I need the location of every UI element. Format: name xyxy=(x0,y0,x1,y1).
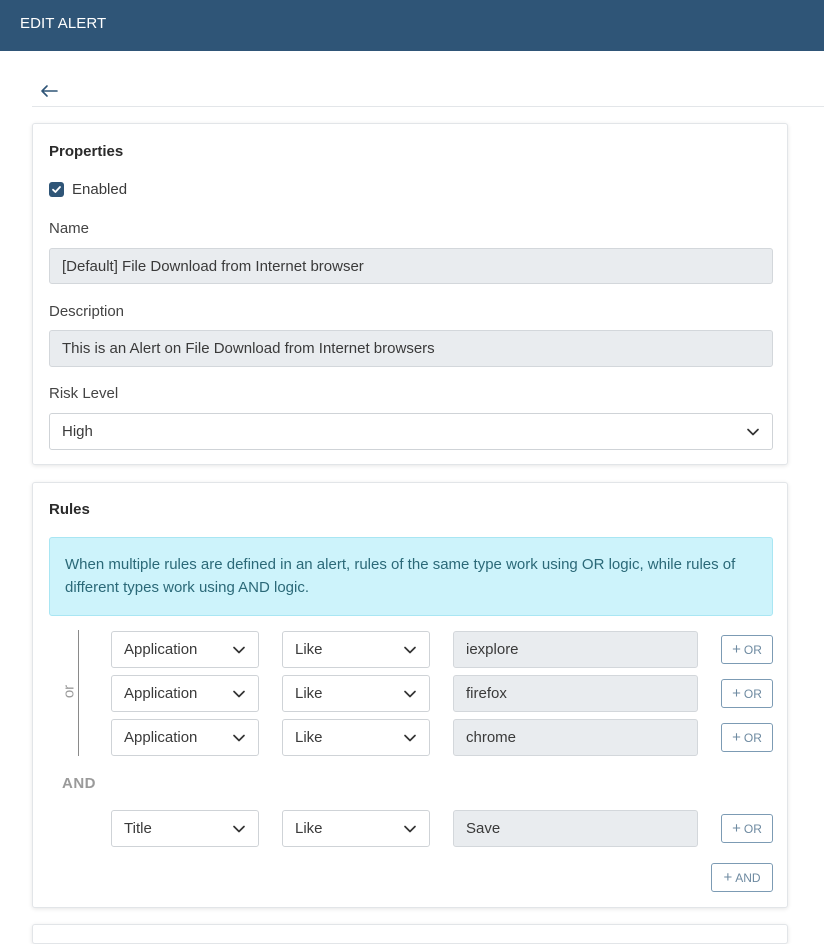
name-value: [Default] File Download from Internet browser xyxy=(62,257,364,275)
rule-value-input[interactable] xyxy=(453,631,698,668)
name-label: Name xyxy=(49,220,90,237)
enabled-label: Enabled xyxy=(72,181,128,198)
rule-field-value: Application xyxy=(124,641,198,658)
plus-icon: + xyxy=(732,728,741,746)
plus-icon: + xyxy=(732,640,741,658)
risk-level-select[interactable] xyxy=(49,413,773,450)
add-or-label: OR xyxy=(743,642,762,657)
divider xyxy=(32,106,824,107)
add-or-label: OR xyxy=(743,730,762,745)
rules-card xyxy=(32,482,788,908)
chevron-down-icon xyxy=(403,824,417,834)
rule-operator-select[interactable] xyxy=(282,719,430,756)
plus-icon: + xyxy=(732,819,741,837)
chevron-down-icon xyxy=(403,645,417,655)
enabled-checkbox[interactable] xyxy=(49,182,64,197)
add-or-button[interactable] xyxy=(721,679,773,708)
add-or-button[interactable] xyxy=(721,635,773,664)
chevron-down-icon xyxy=(403,689,417,699)
add-or-button[interactable] xyxy=(721,723,773,752)
rule-value-text: iexplore xyxy=(466,641,519,658)
rule-operator-value: Like xyxy=(295,685,323,702)
add-and-label: AND xyxy=(735,870,761,885)
page-title: EDIT ALERT xyxy=(20,15,107,32)
rule-field-select[interactable] xyxy=(111,810,259,847)
name-field[interactable] xyxy=(49,248,773,284)
rule-operator-select[interactable] xyxy=(282,810,430,847)
rule-field-select[interactable] xyxy=(111,675,259,712)
plus-icon: + xyxy=(732,684,741,702)
rule-field-select[interactable] xyxy=(111,631,259,668)
add-and-button[interactable] xyxy=(711,863,773,892)
chevron-down-icon xyxy=(232,645,246,655)
rule-operator-value: Like xyxy=(295,641,323,658)
arrow-left-icon xyxy=(38,80,60,102)
rule-field-value: Application xyxy=(124,685,198,702)
rule-value-text: Save xyxy=(466,820,501,837)
rule-value-input[interactable] xyxy=(453,719,698,756)
chevron-down-icon xyxy=(403,733,417,743)
chevron-down-icon xyxy=(232,689,246,699)
rule-operator-select[interactable] xyxy=(282,631,430,668)
top-bar xyxy=(0,0,824,51)
rule-value-text: firefox xyxy=(466,685,507,702)
properties-card xyxy=(32,123,788,465)
plus-icon: + xyxy=(723,868,733,886)
rule-value-input[interactable] xyxy=(453,675,698,712)
add-or-label: OR xyxy=(743,686,762,701)
rule-operator-value: Like xyxy=(295,729,323,746)
add-or-label: OR xyxy=(743,821,762,836)
check-icon xyxy=(51,184,62,195)
chevron-down-icon xyxy=(232,733,246,743)
rule-field-value: Application xyxy=(124,729,198,746)
properties-title: Properties xyxy=(49,143,124,160)
rule-value-text: chrome xyxy=(466,729,517,746)
chevron-down-icon xyxy=(232,824,246,834)
chevron-down-icon xyxy=(746,427,760,437)
rules-info-alert xyxy=(49,537,773,616)
description-value: This is an Alert on File Download from Internet browsers xyxy=(62,340,435,357)
rules-info-text: When multiple rules are defined in an alert, rules of the same type work using OR logic, while rules of different types work using AND logic. xyxy=(65,556,736,596)
rule-field-value: Title xyxy=(124,820,152,837)
rule-field-select[interactable] xyxy=(111,719,259,756)
rule-operator-select[interactable] xyxy=(282,675,430,712)
back-button[interactable] xyxy=(38,80,60,102)
description-field[interactable] xyxy=(49,330,773,367)
rules-title: Rules xyxy=(49,501,90,518)
rule-value-input[interactable] xyxy=(453,810,698,847)
next-card xyxy=(32,924,788,944)
or-group-bracket xyxy=(78,630,79,756)
rule-operator-value: Like xyxy=(295,820,323,837)
description-label: Description xyxy=(49,303,125,320)
risk-level-label: Risk Level xyxy=(49,385,119,402)
risk-level-value: High xyxy=(62,423,93,440)
add-or-button[interactable] xyxy=(721,814,773,843)
or-group-label: or xyxy=(60,684,78,699)
and-separator: AND xyxy=(62,775,96,792)
